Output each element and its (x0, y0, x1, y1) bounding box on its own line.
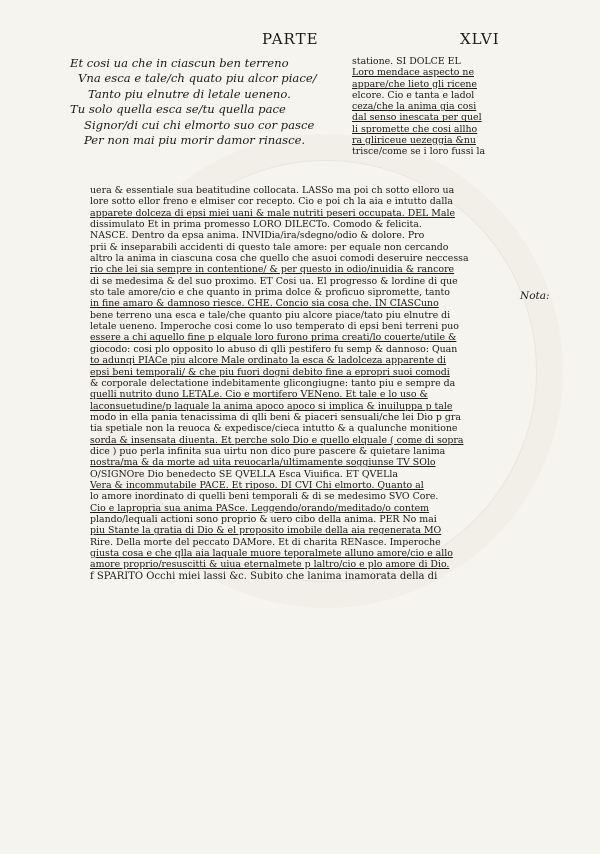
folio-number: XLVI (460, 30, 500, 48)
commentary-body (90, 185, 512, 582)
body-line: plando/lequali actioni sono proprio & uero cibo della anima. PER No mai (90, 513, 437, 525)
body-line: prii & inseparabili accidenti di questo tale amore: per equale non cercando (90, 241, 449, 253)
gloss-line: dal senso inescata per quel (352, 112, 482, 124)
body-line: sorda & insensata diuenta. Et perche solo Dio e quello elquale ( come di sopra (90, 434, 464, 446)
gloss-line: statione. SI DOLCE EL (352, 56, 461, 67)
body-line: apparete dolceza di epsi miei uani & male nutriti peseri occupata. DEL Male (90, 207, 455, 219)
body-line: giocodo: cosi plo opposito lo abuso di qlli pestifero fu semp & dannoso: Quan (90, 343, 458, 355)
body-line: & corporale delectatione indebitamente glicongiugne: tanto piu e sempre da (90, 377, 456, 389)
body-line: modo in ella pania tenacissima di qlli beni & piaceri sensuali/che lei Dio p gra (90, 411, 461, 423)
body-line: amore proprio/resuscitti & uiua eternalmete p laltro/cio e plo amore di Dio. (90, 559, 450, 571)
body-line: giusta cosa e che qlla aia laquale muore teporalmete alluno amore/cio e allo (90, 548, 453, 559)
gloss-line: ra gliriceue uezeggia &nu (352, 135, 476, 147)
gloss-line: elcore. Cio e tanta e ladol (352, 89, 475, 101)
body-line: laconsuetudine/p laquale la anima apoco apoco si implica & inuiluppa p tale (90, 400, 453, 412)
body-line: di se medesima & del suo proximo. ET Cosi ua. El progresso & lordine di que (90, 275, 458, 287)
gloss-line: Loro mendace aspecto ne (352, 67, 474, 79)
body-line: sto tale amore/cio e che quanto in prima dolce & proficuo sipromette, tanto (90, 287, 450, 299)
gloss-line: appare/che lieto gli ricene (352, 78, 477, 90)
body-line: altro la anima in ciascuna cosa che quello che asuoi comodi deseruire neccessa (90, 253, 469, 265)
body-line: O/SIGNOre Dio benedecto SE QVELLA Esca Viuifica. ET QVELla (90, 468, 398, 480)
commentary-side-column (352, 56, 512, 158)
body-line: epsi beni temporali/ & che piu fuori dogni debito fine a epropri suoi comodi (90, 366, 450, 378)
body-line: NASCE. Dentro da epsa anima. INVIDia/ira/sdegno/odio & dolore. Pro (90, 230, 425, 242)
verse-line: Tu solo quella esca se/tu quella pace (70, 102, 286, 117)
verse-line: Signor/di cui chi elmorto suo cor pasce (84, 117, 315, 132)
body-line: piu Stante la gratia di Dio & el proposito imobile della aia regenerata MO (90, 525, 442, 537)
body-line: letale ueneno. Imperoche cosi come lo uso temperato di epsi beni terreni puo (90, 321, 459, 333)
body-line: essere a chi aquello fine p elquale loro furono prima creati/lo couerte/utile & (90, 332, 457, 344)
verse-line: Tanto piu elnutre di letale ueneno. (88, 86, 291, 101)
body-line: tia spetiale non la reuoca & expedisce/cieca intutto & a qualunche monitione (90, 423, 458, 435)
body-line: quelli nutrito duno LETALe. Cio e mortifero VENeno. Et tale e lo uso & (90, 389, 428, 401)
body-line: dissimulato Et in prima promesso LORO DILECTo. Comodo & felicita. (90, 219, 422, 231)
body-line: lo amore inordinato di quelli beni temporali & di se medesimo SVO Core. (90, 491, 439, 503)
gloss-line: ceza/che la anima gia cosi (352, 101, 477, 113)
running-header-section: PARTE (262, 30, 319, 48)
body-line: f SPARITO Occhi miei lassi &c. Subito che lanima inamorata della di (90, 570, 438, 582)
body-line: nostra/ma & da morte ad uita reuocarla/ultimamente soggiunse TV SOlo (90, 457, 436, 469)
body-line: Rire. Della morte del peccato DAMore. Et di charita RENasce. Imperoche (90, 536, 441, 548)
gloss-line: li spromette che cosi allho (352, 123, 478, 135)
body-line: rio che lei sia sempre in contentione/ & per questo in odio/inuidia & rancore (90, 264, 455, 276)
body-line: Cio e lapropria sua anima PASce. Leggendo/orando/meditado/o contem (90, 502, 430, 514)
body-line: dice ) puo perla infinita sua uirtu non dico pure pascere & quietare lanima (90, 445, 446, 457)
body-line: uera & essentiale sua beatitudine collocata. LASSo ma poi ch sotto elloro ua (90, 185, 455, 196)
body-line: to adunqi PIACe piu alcore Male ordinato la esca & ladolceza apparente di (90, 355, 447, 367)
body-line: Vera & incommutabile PACE. Et riposo. DI CVI Chi elmorto. Quanto al (90, 479, 424, 491)
verse-line: Vna esca e tale/ch quato piu alcor piace/ (78, 71, 317, 86)
gloss-line: trisce/come se i loro fussi la (352, 146, 486, 158)
body-line: in fine amaro & damnoso riesce. CHE. Concio sia cosa che. IN CIASCuno (90, 298, 439, 310)
body-line: bene terreno una esca e tale/che quanto piu alcore piace/tato piu elnutre di (90, 309, 451, 321)
verse-line: Et cosi ua che in ciascun ben terreno (70, 56, 289, 70)
verse-block (70, 56, 360, 148)
margin-note: Nota: (520, 290, 550, 302)
verse-line: Per non mai piu morir damor rinasce. (84, 133, 306, 148)
body-line: lore sotto ellor freno e elmiser cor recepto. Cio e poi ch la aia e intutto dalla (90, 196, 453, 208)
